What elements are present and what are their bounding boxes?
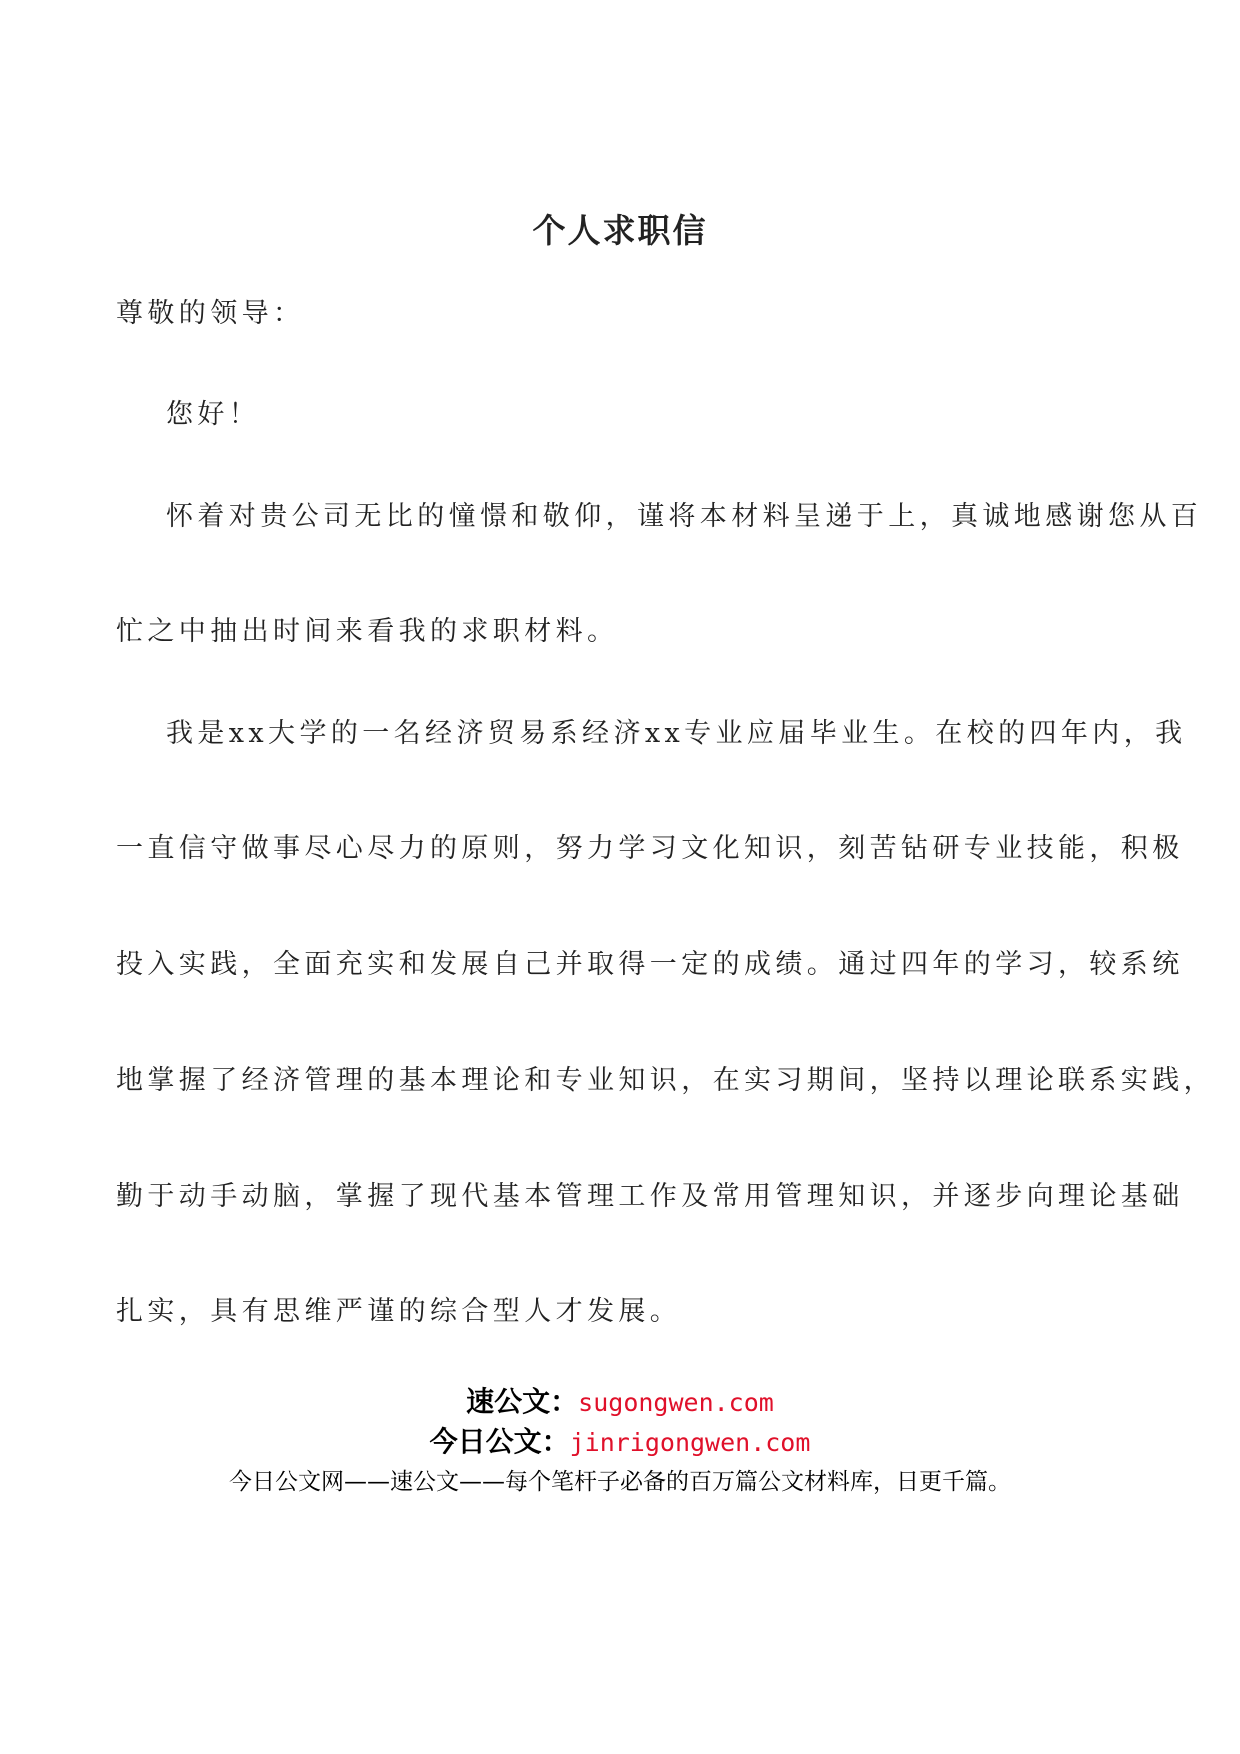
- body-line: 忙之中抽出时间来看我的求职材料。: [116, 616, 619, 647]
- footer-link-jinrigongwen[interactable]: jinrigongwen.com: [569, 1428, 811, 1457]
- body-line: 怀着对贵公司无比的憧憬和敬仰，谨将本材料呈递于上，真诚地感谢您从百: [166, 501, 1203, 532]
- body-line: 勤于动手动脑，掌握了现代基本管理工作及常用管理知识，并逐步向理论基础: [116, 1181, 1184, 1212]
- footer-label: 今日公文：: [429, 1425, 570, 1458]
- footer-line-sugongwen: [0, 1380, 1240, 1420]
- body-line: 地掌握了经济管理的基本理论和专业知识，在实习期间，坚持以理论联系实践，: [116, 1065, 1215, 1096]
- body-line: 投入实践，全面充实和发展自己并取得一定的成绩。通过四年的学习，较系统: [116, 949, 1184, 980]
- footer-link-sugongwen[interactable]: sugongwen.com: [578, 1388, 774, 1417]
- greeting: 您好！: [166, 399, 261, 430]
- footer-line-jinrigongwen: [0, 1420, 1240, 1460]
- body-line: 扎实，具有思维严谨的综合型人才发展。: [116, 1296, 682, 1327]
- body-line: 我是xx大学的一名经济贸易系经济xx专业应届毕业生。在校的四年内，我: [166, 718, 1187, 749]
- body-line: 一直信守做事尽心尽力的原则，努力学习文化知识，刻苦钻研专业技能，积极: [116, 833, 1184, 864]
- salutation: 尊敬的领导：: [116, 298, 305, 329]
- footer-slogan: 今日公文网——速公文——每个笔杆子必备的百万篇公文材料库，日更千篇。: [229, 1469, 1011, 1495]
- footer-label: 速公文：: [466, 1385, 579, 1418]
- document-title: 个人求职信: [532, 211, 708, 250]
